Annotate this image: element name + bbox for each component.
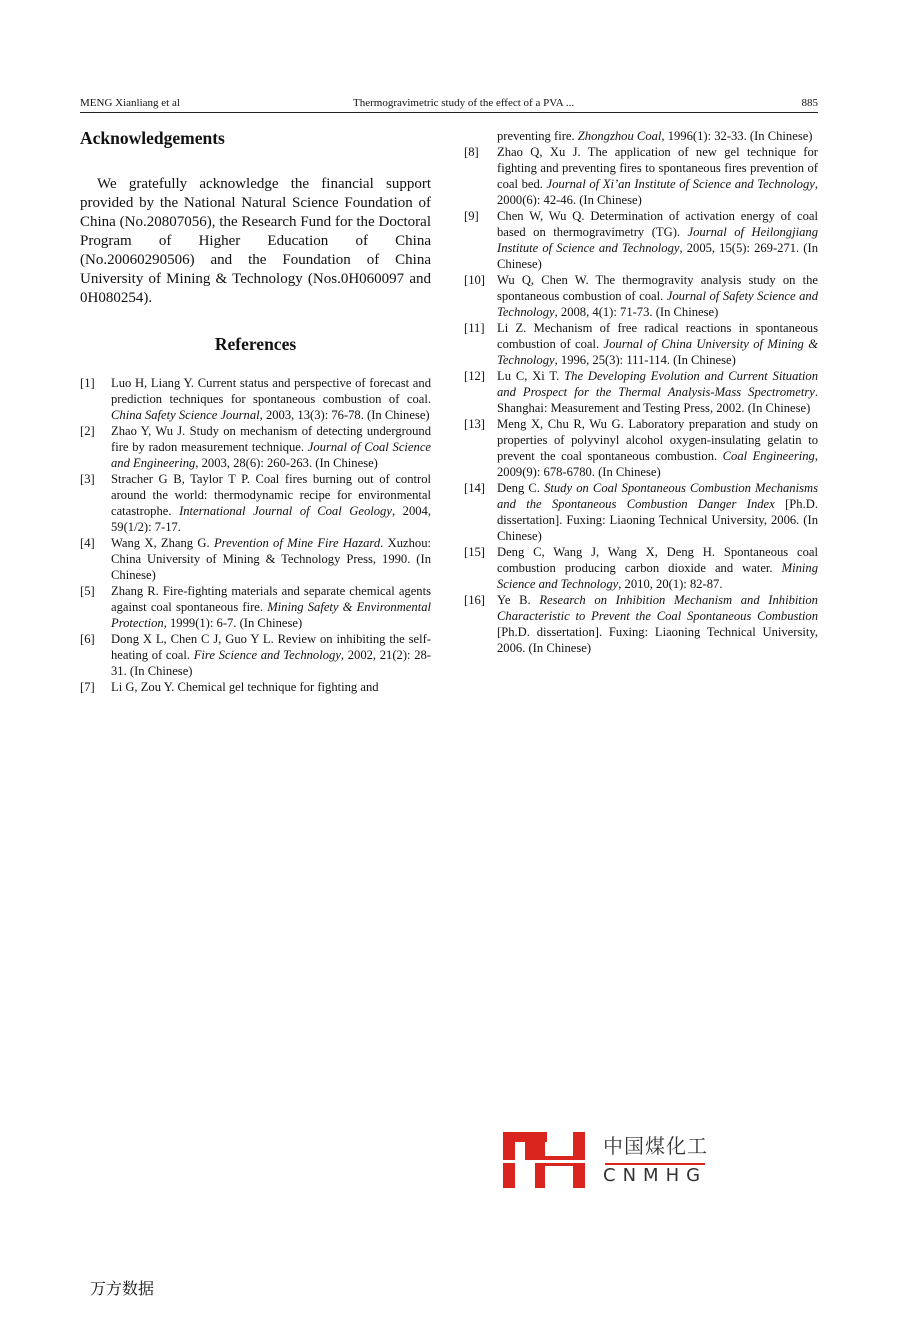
reference-text: Li G, Zou Y. Chemical gel technique for fighting and <box>111 680 379 694</box>
reference-text: Luo H, Liang Y. Current status and perspective of forecast and prediction techniques for spontaneous combustion of coal. <box>111 376 431 406</box>
reference-text: Meng X, Chu R, Wu G. Laboratory preparation and study on properties of polyvinyl alcohol oxygen-insulating gelatin to prevent the coal spontaneous combustion. <box>497 417 818 463</box>
reference-item <box>464 320 818 368</box>
reference-number: [9] <box>464 209 479 223</box>
reference-item <box>80 375 431 423</box>
reference-source: Research on Inhibition Mechanism and Inhibition Characteristic to Prevent the Coal Spontaneous Combustion <box>497 593 818 623</box>
reference-text: Zhao Y, Wu J. Study on mechanism of detecting underground fire by radon measurement technique. <box>111 424 431 454</box>
reference-text: Deng C. <box>497 481 545 495</box>
reference-text: preventing fire. <box>497 129 578 143</box>
reference-7-continuation <box>464 128 818 144</box>
reference-source: Journal of China University of Mining & Technology <box>497 337 818 367</box>
reference-text: Zhang R. Fire-fighting materials and separate chemical agents against coal spontaneous fire. <box>111 584 431 614</box>
reference-number: [16] <box>464 593 485 607</box>
header-author: MENG Xianliang et al <box>80 97 180 109</box>
logo-english-text: CNMHG <box>603 1165 708 1186</box>
reference-source: Fire Science and Technology <box>193 648 341 662</box>
reference-text: , 2002, 21(2): 28-31. (In Chinese) <box>111 648 431 678</box>
reference-text: [Ph.D. dissertation]. Fuxing: Liaoning Technical University, 2006. (In Chinese) <box>497 497 818 543</box>
reference-item <box>464 144 818 208</box>
left-column <box>80 128 431 695</box>
reference-source: Mining Safety & Environmental Protection <box>111 600 431 630</box>
reference-text: Lu C, Xi T. <box>497 369 565 383</box>
reference-number: [15] <box>464 545 485 559</box>
reference-text: , 2003, 13(3): 76-78. (In Chinese) <box>259 408 430 422</box>
reference-source: Zhongzhou Coal <box>577 129 662 143</box>
reference-number: [1] <box>80 376 95 390</box>
reference-text: , 1999(1): 6-7. (In Chinese) <box>163 616 303 630</box>
reference-list-right <box>464 144 818 656</box>
reference-item <box>464 368 818 416</box>
reference-number: [3] <box>80 472 95 486</box>
reference-number: [14] <box>464 481 485 495</box>
running-header <box>80 96 818 113</box>
reference-text: , 2004, 59(1/2): 7-17. <box>111 504 431 534</box>
references-heading: References <box>214 334 297 354</box>
reference-item <box>464 208 818 272</box>
reference-source: Journal of Xi’an Institute of Science and Technology <box>546 177 815 191</box>
reference-item <box>80 583 431 631</box>
reference-text: [Ph.D. dissertation]. Fuxing: Liaoning Technical University, 2006. (In Chinese) <box>497 625 818 655</box>
reference-text: Li Z. Mechanism of free radical reactions in spontaneous combustion of coal. <box>497 321 818 351</box>
logo-chinese-text: 中国煤化工 <box>603 1134 708 1158</box>
reference-text: Wu Q, Chen W. The thermogravity analysis study on the spontaneous combustion of coal. <box>497 273 818 303</box>
footer-watermark: 万方数据 <box>90 1279 155 1298</box>
reference-source: International Journal of Coal Geology <box>179 504 392 518</box>
reference-source: Journal of Safety Science and Technology <box>497 289 818 319</box>
reference-text: Chen W, Wu Q. Determination of activation energy of coal based on thermogravimetry (TG). <box>497 209 818 239</box>
reference-text: . Shanghai: Measurement and Testing Press, 2002. (In Chinese) <box>497 385 818 415</box>
reference-source: The Developing Evolution and Current Situation and Prospect for the Thermal Analysis-Mass Spectrometry <box>497 369 818 399</box>
page-number: 885 <box>801 97 818 109</box>
reference-text: , 2009(9): 678-6780. (In Chinese) <box>497 449 818 479</box>
reference-item <box>464 272 818 320</box>
reference-source: Journal of Heilongjiang Institute of Science and Technology <box>497 225 818 255</box>
reference-text: Zhao Q, Xu J. The application of new gel technique for fighting and preventing fires to spontaneous fires prevention of coal bed. <box>497 145 818 191</box>
reference-number: [2] <box>80 424 95 438</box>
reference-text: . Xuzhou: China University of Mining & Technology Press, 1990. (In Chinese) <box>111 536 431 582</box>
reference-text: , 2003, 28(6): 260-263. (In Chinese) <box>195 456 378 470</box>
reference-source: Study on Coal Spontaneous Combustion Mechanisms and the Spontaneous Combustion Danger Index <box>497 481 819 511</box>
reference-text: , 1996(1): 32-33. (In Chinese) <box>661 129 813 143</box>
reference-text: Wang X, Zhang G. <box>111 536 214 550</box>
reference-text: Ye B. <box>497 593 540 607</box>
reference-text: Deng C, Wang J, Wang X, Deng H. Spontaneous coal combustion producing carbon dioxide and water. <box>497 545 818 575</box>
reference-number: [10] <box>464 273 485 287</box>
reference-item <box>80 471 431 535</box>
reference-text: , 1996, 25(3): 111-114. (In Chinese) <box>554 353 736 367</box>
reference-number: [4] <box>80 536 95 550</box>
reference-source: Prevention of Mine Fire Hazard <box>213 536 381 550</box>
reference-item <box>80 631 431 679</box>
reference-text: , 2000(6): 42-46. (In Chinese) <box>497 177 818 207</box>
reference-item <box>80 535 431 583</box>
reference-source: China Safety Science Journal <box>111 408 260 422</box>
reference-item <box>464 416 818 480</box>
reference-number: [7] <box>80 680 95 694</box>
reference-number: [8] <box>464 145 479 159</box>
header-title: Thermogravimetric study of the effect of a PVA ... <box>353 97 575 109</box>
reference-item <box>80 423 431 471</box>
reference-text: Dong X L, Chen C J, Guo Y L. Review on inhibiting the self-heating of coal. <box>111 632 431 662</box>
reference-item <box>464 592 818 656</box>
reference-list-left <box>80 375 431 695</box>
reference-source: Journal of Coal Science and Engineering <box>111 440 431 470</box>
reference-text: , 2005, 15(5): 269-271. (In Chinese) <box>497 241 818 271</box>
reference-item <box>464 480 818 544</box>
acknowledgements-body: We gratefully acknowledge the financial support provided by the National Natural Science Foundation of China (No.20807056), the Research Fund for the Doctoral Program of Higher Education of China (No.20060290506) and the Foundation of China University of Mining & Technology (Nos.0H060097 and 0H080254). <box>80 176 431 306</box>
reference-text: , 2010, 20(1): 82-87. <box>618 577 723 591</box>
cnmhg-logo <box>503 1130 713 1190</box>
reference-item <box>464 544 818 592</box>
reference-number: [12] <box>464 369 485 383</box>
reference-text: Stracher G B, Taylor T P. Coal fires burning out of control around the world: thermodynamic recipe for environmental catastrophe. <box>111 472 431 518</box>
reference-number: [13] <box>464 417 485 431</box>
reference-source: Mining Science and Technology <box>497 561 818 591</box>
reference-text: , 2008, 4(1): 71-73. (In Chinese) <box>554 305 719 319</box>
right-column <box>464 128 818 656</box>
reference-source: Coal Engineering <box>722 449 815 463</box>
reference-number: [6] <box>80 632 95 646</box>
reference-item <box>80 679 431 695</box>
reference-number: [11] <box>464 321 485 335</box>
acknowledgements-heading: Acknowledgements <box>80 128 225 148</box>
reference-number: [5] <box>80 584 95 598</box>
